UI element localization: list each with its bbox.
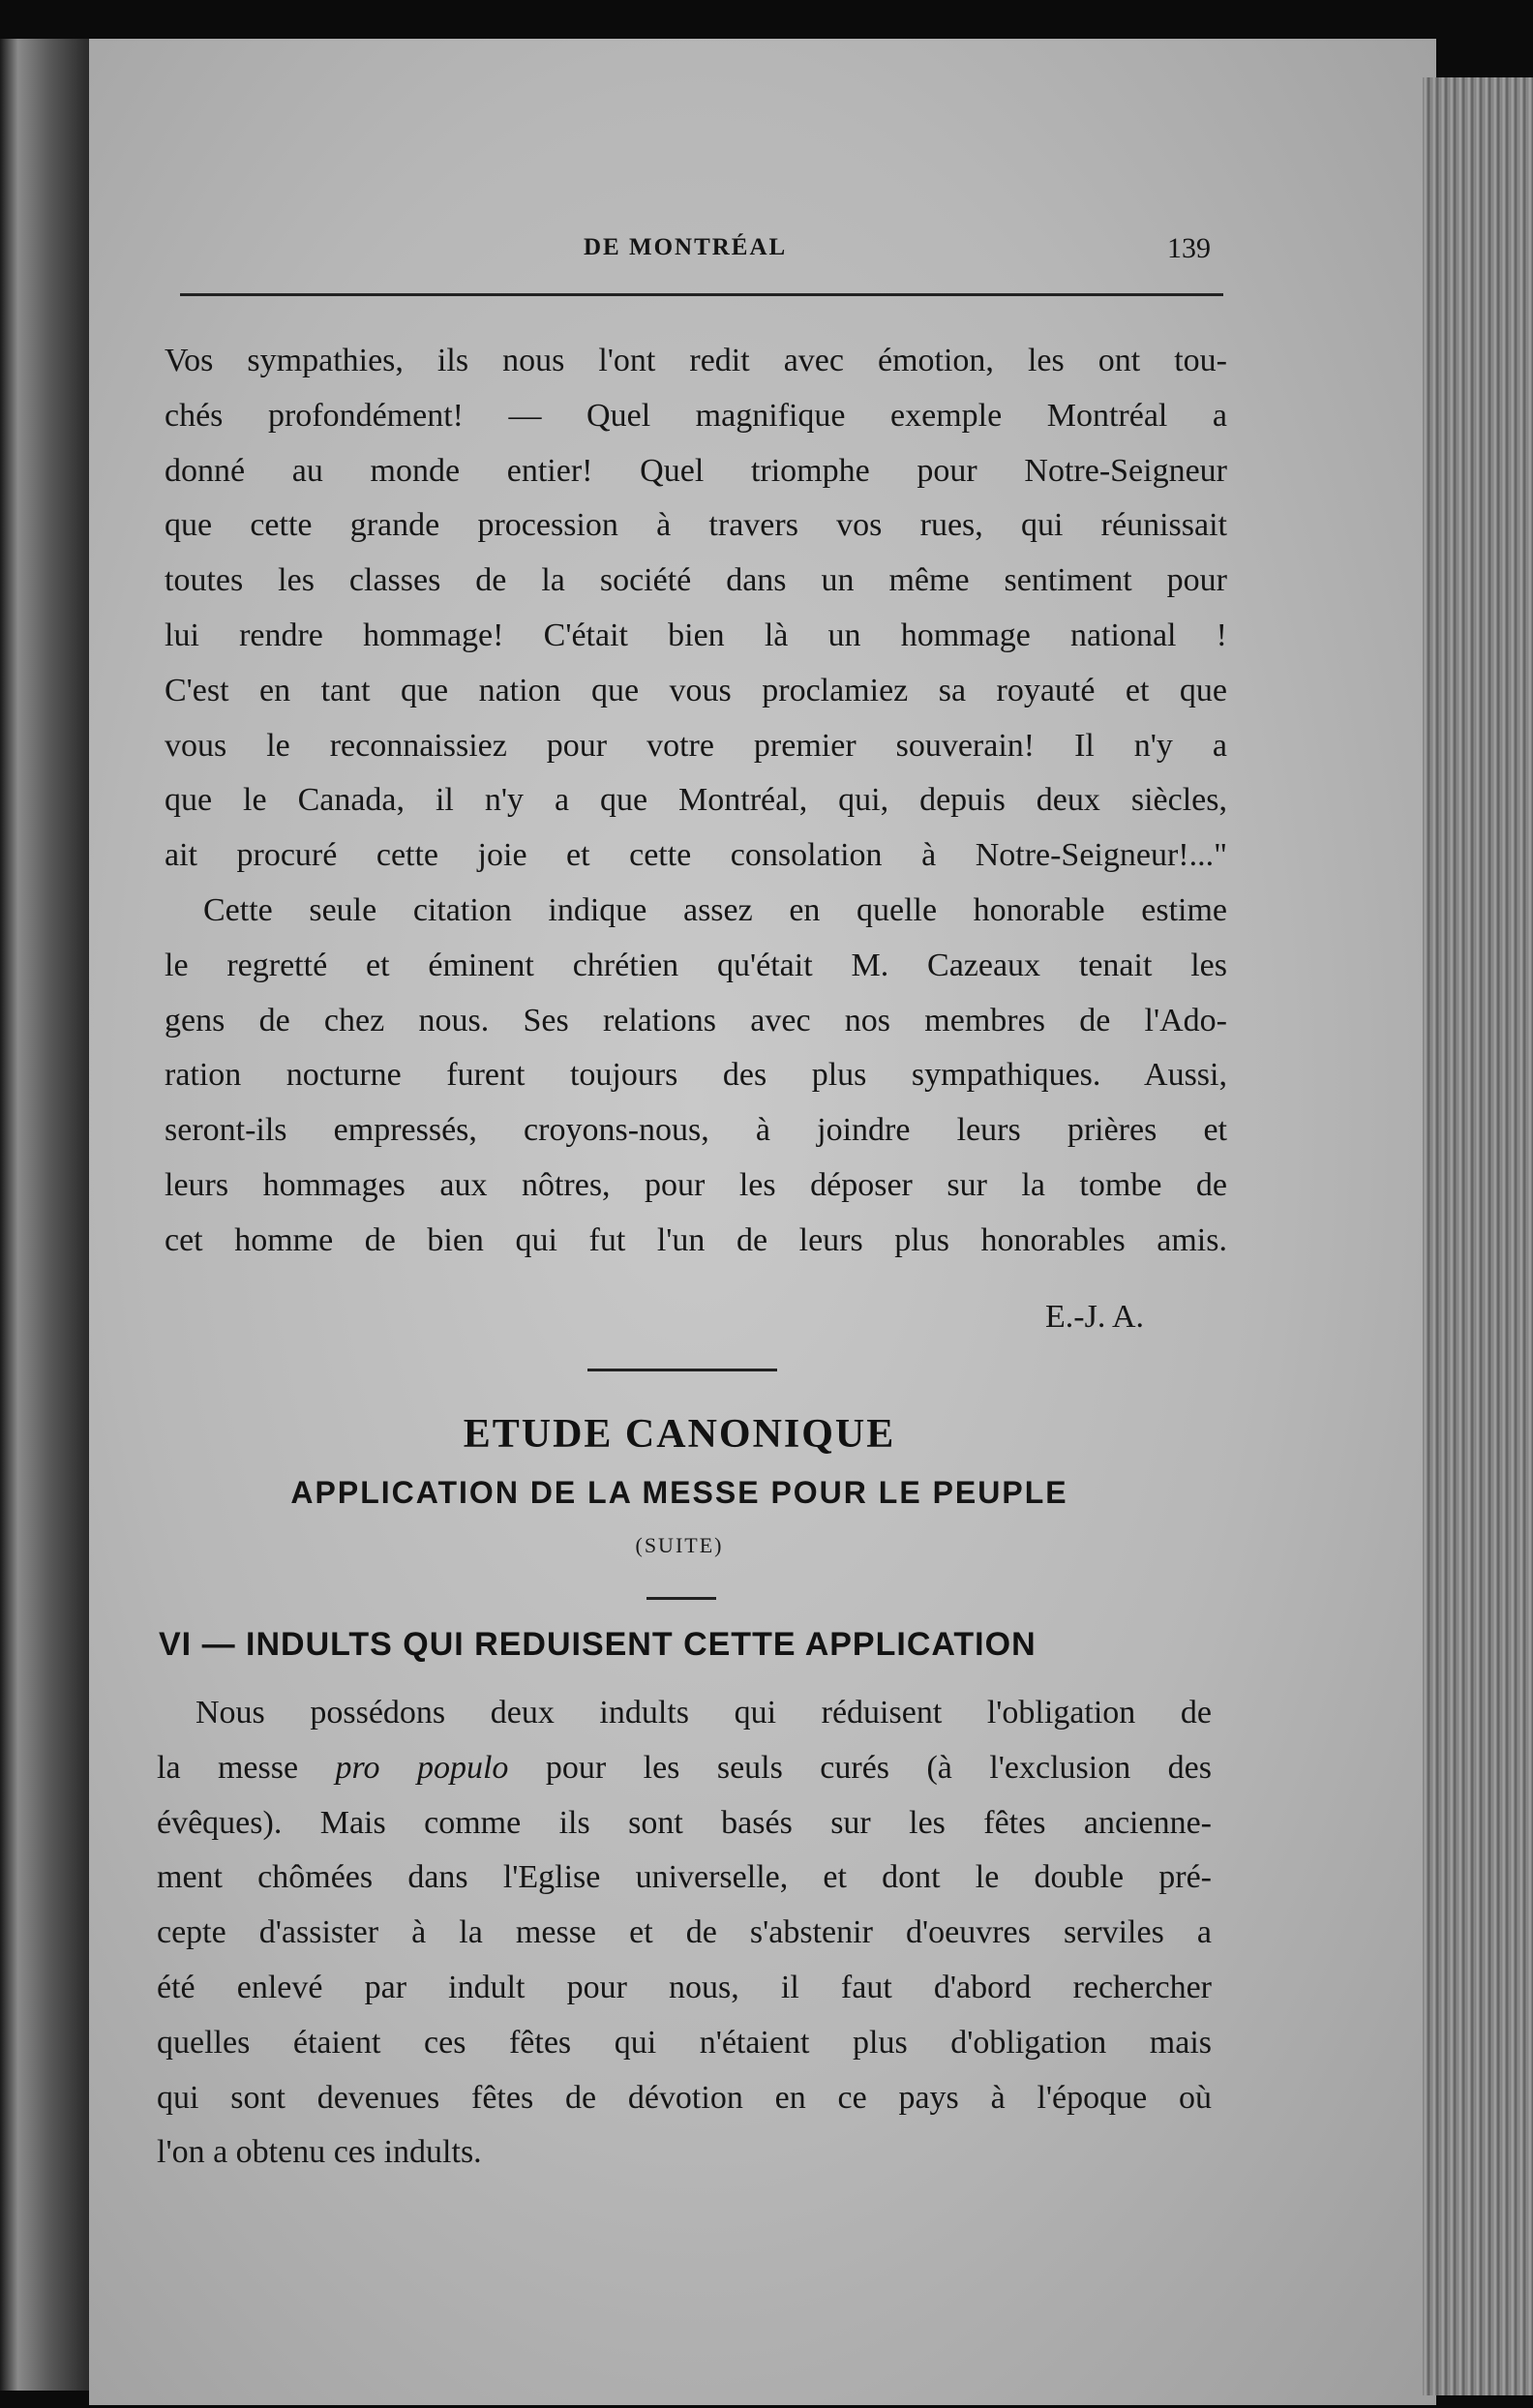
text-line: ration nocturne furent toujours des plus sympathiques. Aussi, [165,1057,1227,1094]
text-line: ment chômées dans l'Eglise universelle, et dont le double pré- [157,1859,1212,1896]
book-page-stack-edge [1423,77,1533,2395]
text-line: Nous possédons deux indults qui réduisent l'obligation de [195,1695,1212,1731]
text-line: que le Canada, il n'y a que Montréal, qui, depuis deux siècles, [165,782,1227,819]
text-line: cepte d'assister à la messe et de s'abstenir d'oeuvres serviles a [157,1914,1212,1951]
text-line: vous le reconnaissiez pour votre premier souverain! Il n'y a [165,727,1227,764]
header-rule [180,293,1223,296]
indults-paragraph [157,1686,1212,2181]
text-line: leurs hommages aux nôtres, pour les déposer sur la tombe de [165,1166,1227,1203]
text-line: cet homme de bien qui fut l'un de leurs plus honorables amis. [165,1221,1227,1258]
continued-label: (SUITE) [635,1533,724,1557]
page-number: 139 [1167,232,1211,264]
text-line [157,1741,1212,1796]
section-separator-rule [587,1369,777,1371]
text-line: lui rendre hommage! C'était bien là un hommage national ! [165,617,1227,653]
text-line: donné au monde entier! Quel triomphe pour Notre-Seigneur [165,452,1227,489]
text-line: chés profondément! — Quel magnifique exemple Montréal a [165,397,1227,434]
text-line: été enlevé par indult pour nous, il faut d'abord rechercher [157,1969,1212,2005]
text-fragment: la messe [157,1749,336,1786]
text-line: quelles étaient ces fêtes qui n'étaient plus d'obligation mais [157,2024,1212,2061]
text-line: qui sont devenues fêtes de dévotion en ce pays à l'époque où [157,2079,1212,2116]
text-line: Vos sympathies, ils nous l'ont redit avec émotion, les ont tou- [165,343,1227,378]
subsection-heading: VI — INDULTS QUI REDUISENT CETTE APPLICATION [159,1626,1037,1663]
section-subtitle: APPLICATION DE LA MESSE POUR LE PEUPLE [290,1475,1068,1510]
running-head: DE MONTRÉAL [584,234,788,260]
section-title: ETUDE CANONIQUE [463,1412,896,1457]
quoted-passage [165,334,1227,1269]
book-left-edge [0,39,89,2391]
text-fragment: pour les seuls curés (à l'exclusion des [508,1749,1212,1786]
italic-latin-phrase: pro populo [335,1749,509,1786]
text-line: évêques). Mais comme ils sont basés sur les fêtes ancienne- [157,1804,1212,1841]
text-line: gens de chez nous. Ses relations avec nos membres de l'Ado- [165,1002,1227,1038]
text-line: seront-ils empressés, croyons-nous, à joindre leurs prières et [165,1112,1227,1149]
author-signature: E.-J. A. [1045,1299,1144,1335]
short-rule [646,1597,716,1600]
text-line: ait procuré cette joie et cette consolation à Notre-Seigneur!..." [165,837,1227,874]
text-line: C'est en tant que nation que vous proclamiez sa royauté et que [165,672,1227,708]
text-line-last: l'on a obtenu ces indults. [157,2134,482,2171]
text-line: toutes les classes de la société dans un même sentiment pour [165,562,1227,599]
text-line: Cette seule citation indique assez en quelle honorable estime [203,891,1227,928]
text-line: le regretté et éminent chrétien qu'était M. Cazeaux tenait les [165,947,1227,983]
text-line: que cette grande procession à travers vos rues, qui réunissait [165,507,1227,544]
